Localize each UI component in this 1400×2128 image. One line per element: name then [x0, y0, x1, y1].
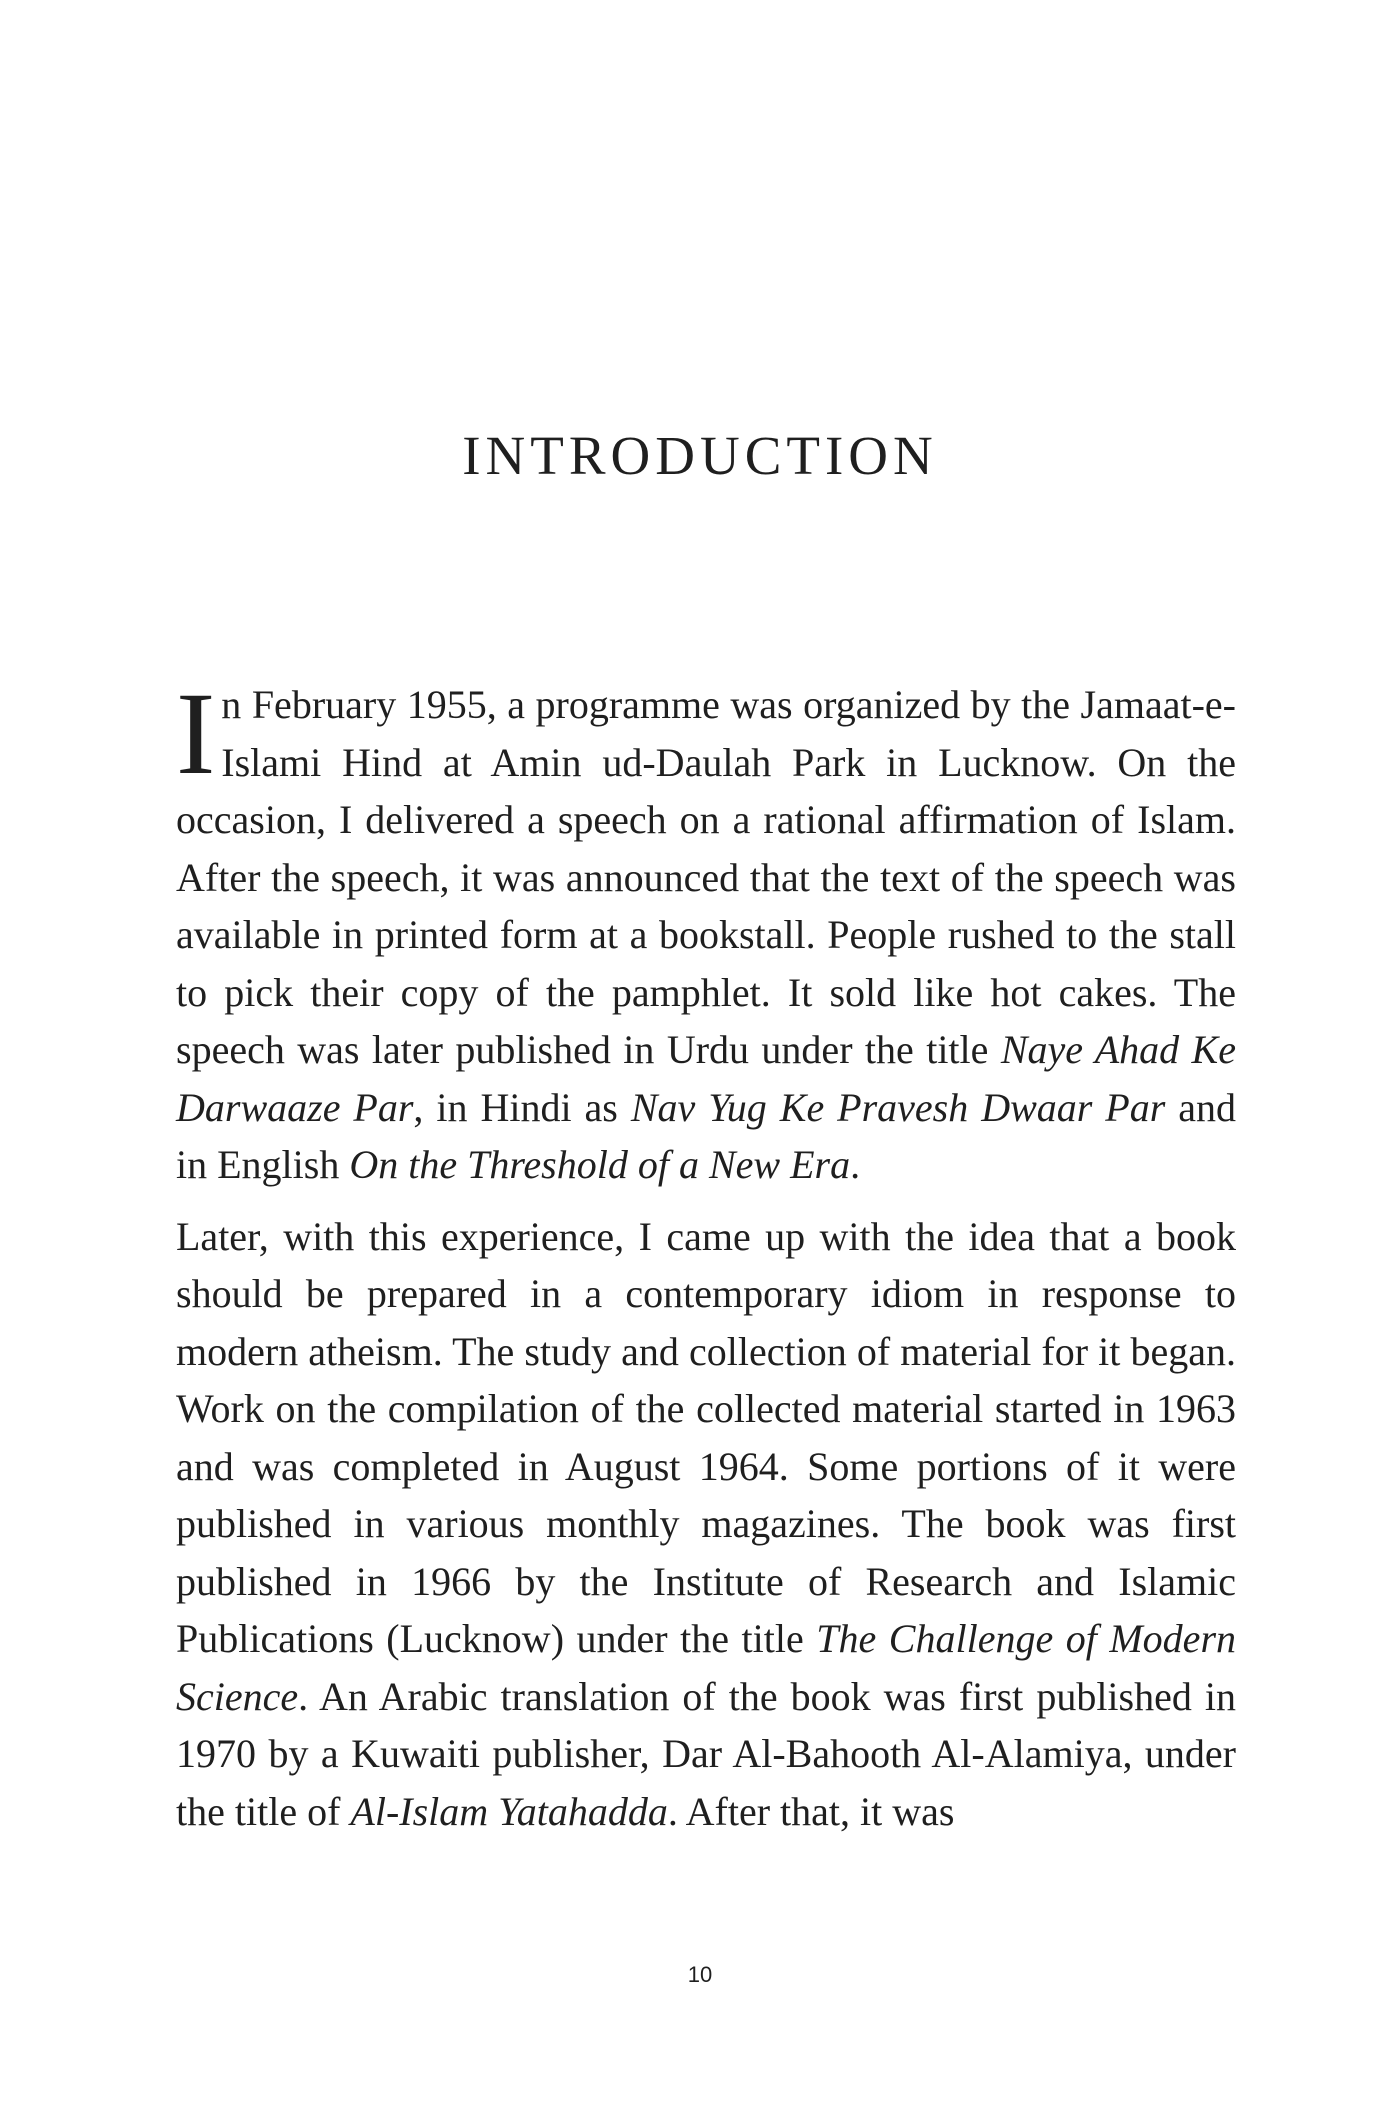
page-number: 10	[687, 1962, 713, 1987]
paragraph-1	[176, 668, 1237, 1194]
title-hindi: Nav Yug Ke Pravesh Dwaar Par	[630, 1084, 1166, 1130]
title-book: The Challenge of Modern Science	[176, 1616, 1237, 1719]
title-english: On the Threshold of a New Era	[349, 1142, 851, 1187]
paragraph-1-text-d: .	[850, 1142, 861, 1187]
paragraph-2	[176, 1208, 1236, 1841]
paragraph-2-text-b: . An Arabic translation of the book was first published in 1970 by a Kuwaiti publisher, Dar Al-Bahooth Al-Alamiya, under the title of	[176, 1673, 1236, 1834]
body-text	[176, 668, 1237, 1840]
paragraph-2-text-a: Later, with this experience, I came up with the idea that a book should be prepared in a contemporary idiom in response to modern atheism. The study and collection of material for it began. Work on the compilation of the collected material started in 1963 and was completed in August 1964. Some portions of it were published in various monthly magazines. The book was first published in 1966 by the Institute of Research and Islamic Publications (Lucknow) under the title	[176, 1213, 1236, 1661]
title-arabic: Al-Islam Yatahadda	[350, 1788, 668, 1834]
title-urdu: Naye Ahad Ke Darwaaze Par	[176, 1027, 1236, 1130]
chapter-title: INTRODUCTION	[462, 425, 938, 486]
paragraph-1-text-c: and in English	[176, 1084, 1237, 1187]
drop-cap: I	[176, 668, 216, 799]
paragraph-1-text-b: , in Hindi as	[413, 1084, 631, 1130]
paragraph-2-text-c: . After that, it was	[667, 1788, 955, 1834]
paragraph-1-text-a: n February 1955, a programme was organized by the Jamaat-e-Islami Hind at Amin ud-Daulah Park in Lucknow. On the occasion, I delivered a speech on a rational affirmation of Islam. After the speech, it was announced that the text of the speech was available in printed form at a bookstall. People rushed to the stall to pick their copy of the pamphlet. It sold like hot cakes. The speech was later published in Urdu under the title	[176, 682, 1236, 1072]
